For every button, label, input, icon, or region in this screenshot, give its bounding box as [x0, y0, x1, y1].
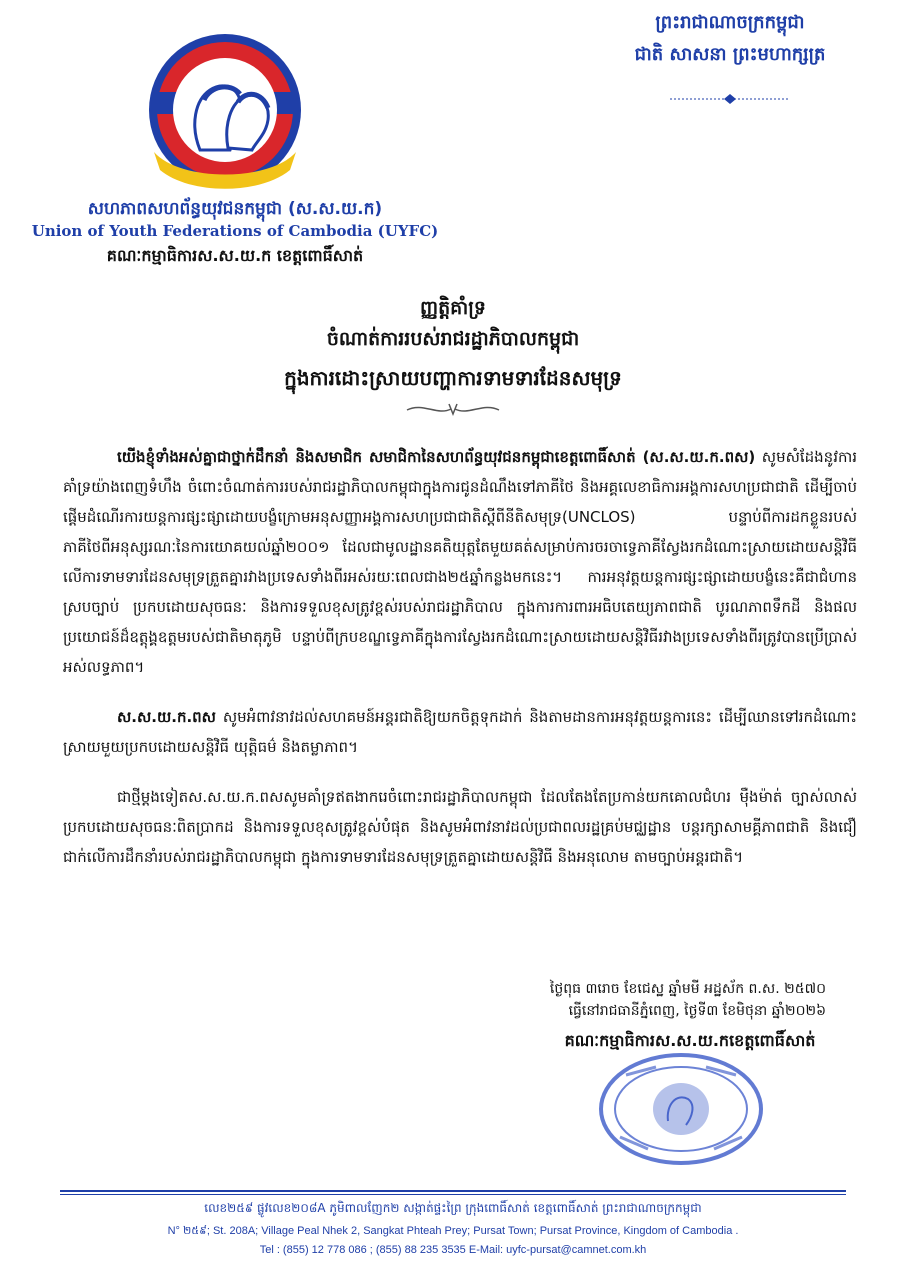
uyfc-logo [140, 30, 310, 200]
signature-date-block [550, 978, 826, 1022]
paragraph-2 [63, 702, 857, 762]
statement-body [63, 442, 857, 892]
title-ornament [403, 400, 503, 418]
footer-divider [60, 1190, 846, 1192]
org-committee: គណៈកម្មាធិការស.ស.យ.ក ខេត្តពោធិ៍សាត់ [106, 246, 364, 265]
paragraph-2-text: សូមអំពាវនាវដល់សហគមន៍អន្តរជាតិឱ្យយកចិត្តទុកដាក់ និងតាមដានការអនុវត្តយន្តការនេះ ដើម្បីឈានទៅរកដំណោះស្រាយមួយប្រកបដោយសន្តិវិធី យុត្តិធម៌ និងតម្លាភាព។ [63, 708, 857, 756]
paragraph-1-lead: យើងខ្ញុំទាំងអស់គ្នាជាថ្នាក់ដឹកនាំ និងសមាជិក សមាជិកានៃសហព័ន្ធយុវជនកម្ពុជាខេត្តពោធិ៍សាត់ (ស.ស.យ.ក.ពស) [117, 448, 756, 466]
date-lunar: ថ្ងៃពុធ ៣រោច ខែជេស្ឋ ឆ្នាំមមី អដ្ឋស័ក ព.ស. ២៥៧០ [549, 981, 826, 997]
kingdom-motto: ជាតិ សាសនា ព្រះមហាក្សត្រ [634, 44, 826, 65]
footer-divider-thin [60, 1194, 846, 1195]
signature-committee: គណៈកម្មាធិការស.ស.យ.កខេត្តពោធិ៍សាត់ [564, 1031, 816, 1050]
footer-address-khmer: លេខ២៥៩ ផ្លូវលេខ២០៨A ភូមិពាលញែក២ សង្កាត់ផ្ទះព្រៃ ក្រុងពោធិ៍សាត់ ខេត្តពោធិ៍សាត់ ព្រះរាជាណាចក្រកម្ពុជា [204, 1201, 702, 1215]
kingdom-title: ព្រះរាជាណាចក្រកម្ពុជា [655, 12, 805, 33]
footer-address-english: N° ២៥៩; St. 208A; Village Peal Nhek 2, Sangkat Phteah Prey; Pursat Town; Pursat Province, Kingdom of Cambodia . [167, 1225, 739, 1237]
document-subtitle-1: ចំណាត់ការរបស់រាជរដ្ឋាភិបាលកម្ពុជា [326, 328, 580, 350]
paragraph-1-text: សូមសំដែងនូវការគាំទ្រយ៉ាងពេញទំហឹង ចំពោះចំណាត់ការរបស់រាជរដ្ឋាភិបាលកម្ពុជាក្នុងការជូនដំណឹងទៅភាគីថៃ និងអគ្គលេខាធិការអង្គការសហប្រជាជាតិ ដើម្បីចាប់ផ្ដើមដំណើរការយន្តការផ្សះផ្សាដោយបង្ខំក្រោមអនុសញ្ញាអង្គការសហប្រជាជាតិស្ដីពីនីតិសមុទ្រ(UNCLOS) បន្ទាប់ពីការដកខ្លួនរបស់ភាគីថៃពីអនុស្សរណៈនៃការយោគយល់ឆ្នាំ២០០១ ដែលជាមូលដ្ឋានគតិយុត្តតែមួយគត់សម្រាប់ការចរចាទ្វេភាគីស្វែងរកដំណោះស្រាយដោយសន្តិវិធី លើការទាមទារដែនសមុទ្រត្រួតគ្នារវាងប្រទេសទាំងពីរអស់រយៈពេលជាង២៥ឆ្នាំកន្លងមកនេះ។ ការអនុវត្តយន្តការផ្សះផ្សាដោយបង្ខំនេះគឺជាជំហានស្របច្បាប់ ប្រកបដោយសុចធនៈ និងការទទួលខុសត្រូវខ្ពស់របស់រាជរដ្ឋាភិបាល ក្នុងការការពារអធិបតេយ្យភាពជាតិ បូរណភាពទឹកដី និងផលប្រយោជន៍ដ៏ឧត្តុង្គឧត្តមរបស់ជាតិមាតុភូមិ បន្ទាប់ពីក្របខណ្ឌទ្វេភាគីក្នុងការស្វែងរកដំណោះស្រាយដោយសន្តិវិធីរវាងប្រទេសទាំងពីរត្រូវបានប្រើប្រាស់អស់លទ្ធភាព។ [63, 448, 857, 676]
paragraph-3 [63, 782, 857, 872]
paragraph-1 [63, 442, 857, 682]
document-subtitle-2: ក្នុងការដោះស្រាយបញ្ហាការទាមទារដែនសមុទ្រ [284, 366, 622, 390]
paragraph-2-lead: ស.ស.យ.ក.ពស [117, 708, 216, 726]
org-name-english: Union of Youth Federations of Cambodia (UYFC) [31, 222, 439, 240]
paragraph-3-text: ជាថ្មីម្តងទៀតស.ស.យ.ក.ពសសូមគាំទ្រឥតងាករេចំពោះរាជរដ្ឋាភិបាលកម្ពុជា ដែលតែងតែប្រកាន់យកគោលជំហរ ម៉ឺងម៉ាត់ ច្បាស់លាស់ ប្រកបដោយសុចធនៈពិតប្រាកដ និងការទទួលខុសត្រូវខ្ពស់បំផុត និងសូមអំពាវនាវដល់ប្រជាពលរដ្ឋគ្រប់មជ្ឈដ្ឋាន បន្តរក្សាសាមគ្គីភាពជាតិ និងជឿជាក់លើការដឹកនាំរបស់រាជរដ្ឋាភិបាលកម្ពុជា ក្នុងការទាមទារដែនសមុទ្រត្រួតគ្នាដោយសន្តិវិធី និងអនុលោម តាមច្បាប់អន្តរជាតិ។ [63, 788, 857, 866]
document-title: ញ្ញត្តិគាំទ្រ [420, 297, 486, 319]
date-solar: ធ្វើនៅរាជធានីភ្នំពេញ, ថ្ងៃទី៣ ខែមិថុនា ឆ្នាំ២០២៦ [568, 1003, 826, 1019]
footer-contact: Tel : (855) 12 778 086 ; (855) 88 235 3535 E-Mail: uyfc-pursat@camnet.com.kh [259, 1244, 647, 1256]
kingdom-ornament [668, 92, 792, 106]
org-name-khmer: សហភាពសហព័ន្ធយុវជនកម្ពុជា (ស.ស.យ.ក) [87, 199, 383, 219]
official-stamp [596, 1045, 766, 1165]
